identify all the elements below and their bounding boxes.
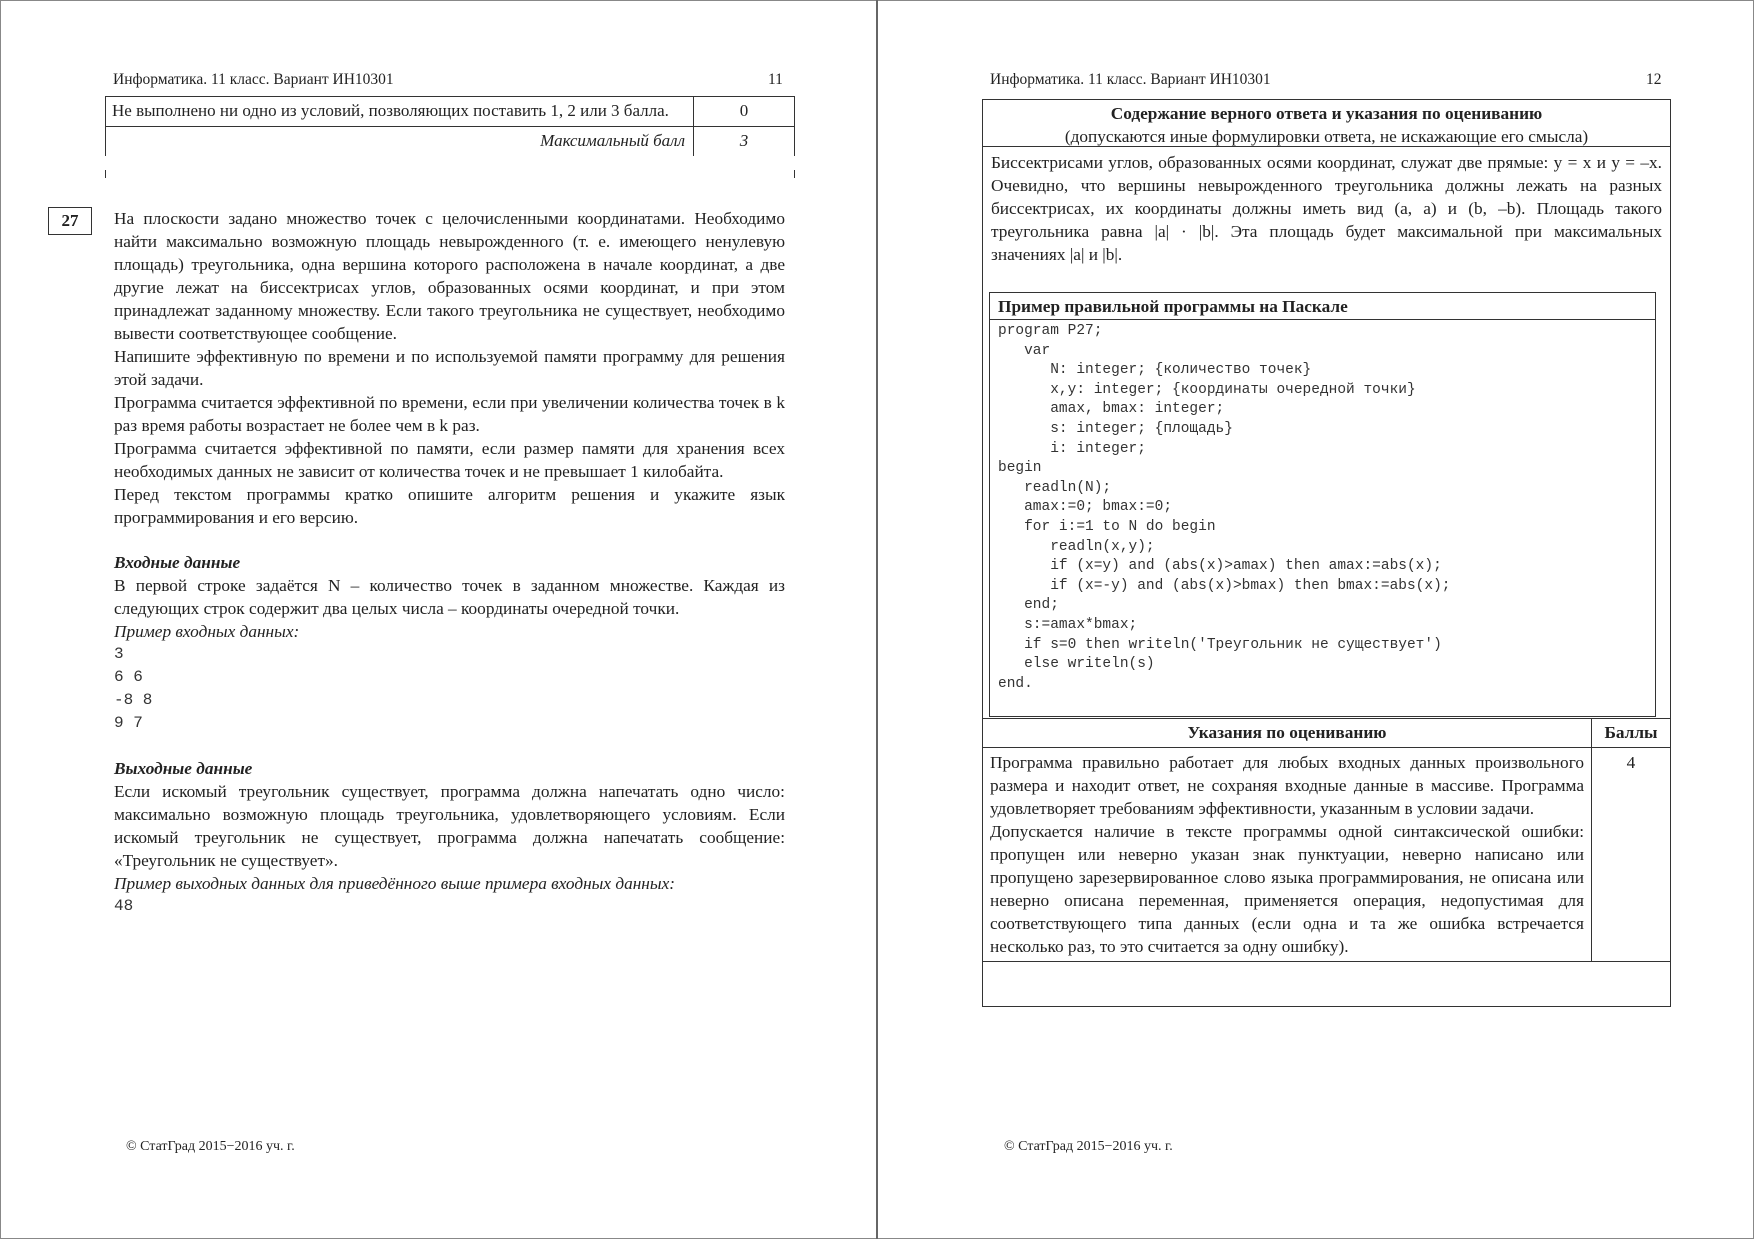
output-example-label: Пример выходных данных для приведённого выше примера входных данных: xyxy=(114,874,675,893)
points-header: Баллы xyxy=(1592,719,1671,748)
answer-title-block xyxy=(983,100,1670,147)
input-example-line: -8 8 xyxy=(114,691,153,709)
task-paragraph: Перед текстом программы кратко опишите алгоритм решения и укажите язык программирования и его версию. xyxy=(114,485,785,527)
max-score-row xyxy=(106,126,795,155)
answer-subtitle: (допускаются иные формулировки ответа, не искажающие его смысла) xyxy=(1064,127,1589,146)
task-paragraph: На плоскости задано множество точек с целочисленными координатами. Необходимо найти максимально возможную площадь невырожденного (т. е. имеющего ненулевую площадь) треугольника, одна вершина которого расположена в начале координат, а две другие лежат на биссектрисах углов, образованных осями координат, и при этом принадлежат заданному множеству. Если такого треугольника не существует, необходимо вывести соответствующее сообщение. xyxy=(114,209,785,343)
answer-text: Биссектрисами углов, образованных осями координат, служат две прямые: y = x и y = –x. Очевидно, что вершины невырожденного треугольника должны лежать на разных биссектрисах, их координаты должны иметь вид (a, a) и (b, –b). Площадь такого треугольника равна |a| · |b|. Эта площадь будет максимальной при максимальных значениях |a| и |b|. xyxy=(991,153,1662,264)
criteria-text: Не выполнено ни одно из условий, позволяющих поставить 1, 2 или 3 балла. xyxy=(106,97,694,127)
input-heading: Входные данные xyxy=(114,553,241,572)
task-number-box: 27 xyxy=(48,207,92,235)
task-paragraph: Напишите эффективную по времени и по используемой памяти программу для решения этой задачи. xyxy=(114,347,785,389)
task-statement xyxy=(114,207,785,918)
grading-header: Указания по оцениванию xyxy=(983,719,1592,748)
grading-header-row xyxy=(983,719,1671,748)
criteria-points: 0 xyxy=(694,97,795,127)
grading-points: 4 xyxy=(1592,748,1671,962)
input-example-line: 9 7 xyxy=(114,714,143,732)
right-footer: © СтатГрад 2015−2016 уч. г. xyxy=(1004,1139,1173,1154)
output-description: Если искомый треугольник существует, программа должна напечатать одно число: максимально возможную площадь треугольника, удовлетворяющего условиям. Если искомый треугольник не существует, программа должна напечатать сообщение: «Треугольник не существует». xyxy=(114,782,785,870)
right-header: Информатика. 11 класс. Вариант ИН10301 xyxy=(990,71,1271,88)
left-header: Информатика. 11 класс. Вариант ИН10301 xyxy=(113,71,394,88)
input-example-line: 6 6 xyxy=(114,668,143,686)
task-paragraph: Программа считается эффективной по времени, если при увеличении количества точек в k раз время работы возрастает не более чем в k раз. xyxy=(114,393,785,435)
table-tick-right xyxy=(794,170,795,178)
left-page-number: 11 xyxy=(768,71,783,88)
program-title: Пример правильной программы на Паскале xyxy=(990,293,1655,320)
grading-table xyxy=(982,718,1671,962)
input-example-label: Пример входных данных: xyxy=(114,622,300,641)
left-page xyxy=(0,0,876,1239)
criteria-table xyxy=(105,96,795,156)
criteria-row xyxy=(106,97,795,127)
max-score-value: 3 xyxy=(694,126,795,155)
output-heading: Выходные данные xyxy=(114,759,253,778)
input-description: В первой строке задаётся N – количество точек в заданном множестве. Каждая из следующих строк содержит два целых числа – координаты очередной точки. xyxy=(114,576,785,618)
table-tick-left xyxy=(105,170,106,178)
left-footer: © СтатГрад 2015−2016 уч. г. xyxy=(126,1139,295,1154)
answer-title: Содержание верного ответа и указания по оцениванию xyxy=(1110,104,1543,123)
program-code: program P27; var N: integer; {количество точек} x,y: integer; {координаты очередной точки} amax, bmax: integer; s: integer; {площадь} i: integer; begin readln(N); amax:=0; bmax:=0; for i:=1 to N do begin readln(x,y); if (x=y) and (abs(x)>amax) then amax:=abs(x); if (x=-y) and (abs(x)>bmax) then bmax:=abs(x); end; s:=amax*bmax; if s=0 then writeln('Треугольник не существует') else writeln(s) end. xyxy=(998,323,1451,692)
grading-row xyxy=(983,748,1671,962)
output-example-line: 48 xyxy=(114,897,134,915)
max-score-label: Максимальный балл xyxy=(106,126,694,155)
input-example-line: 3 xyxy=(114,645,124,663)
program-box xyxy=(989,292,1656,717)
grading-text-1: Программа правильно работает для любых входных данных произвольного размера и находит ответ, не сохраняя входные данные в массиве. Программа удовлетворяет требованиям эффективности, указанным в условии задачи. xyxy=(990,753,1584,818)
grading-text xyxy=(983,748,1592,962)
right-page-number: 12 xyxy=(1646,71,1662,88)
task-paragraph: Программа считается эффективной по памяти, если размер памяти для хранения всех необходимых данных не зависит от количества точек и не превышает 1 килобайта. xyxy=(114,439,785,481)
grading-text-2: Допускается наличие в тексте программы одной синтаксической ошибки: пропущен или неверно указан знак пунктуации, неверно написано или пропущено зарезервированное слово языка программирования, не описана или неверно описана переменная, применяется операция, недопустимая для соответствующего типа данных (если одна и та же ошибка встречается несколько раз, то это считается за одну ошибку). xyxy=(990,822,1584,956)
